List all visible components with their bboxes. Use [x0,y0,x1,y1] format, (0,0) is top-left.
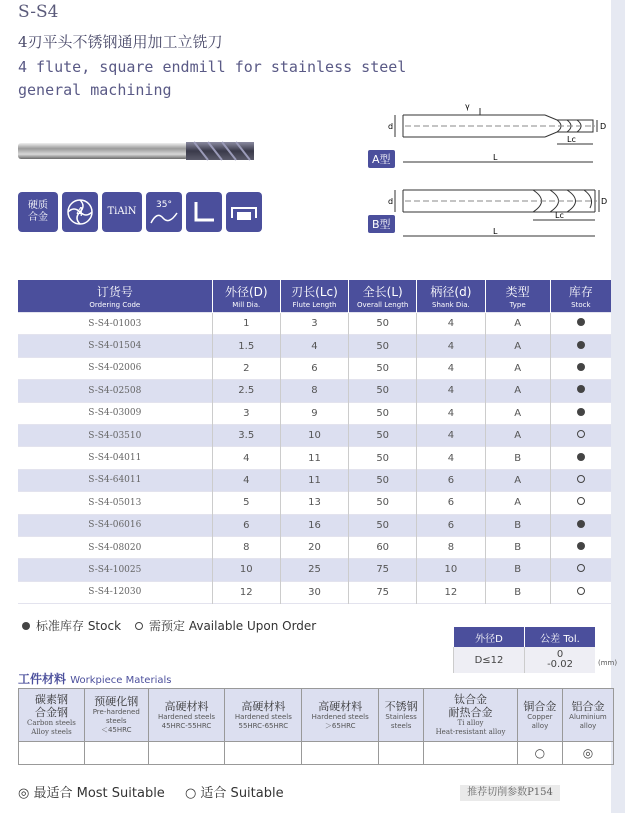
endmill-photo [18,137,258,167]
cell-l: 50 [349,424,417,446]
workpiece-col-en: Hardened steels 55HRC-65HRC [234,712,292,730]
cell-d: 3 [212,402,280,424]
cell-d: 4 [417,357,485,379]
stock-empty-icon [577,497,585,505]
workpiece-col-en: Carbon steels Alloy steels [27,719,76,736]
tol-upper: 0 [556,649,564,660]
cell-type: A [485,357,550,379]
workpiece-col-en: Hardened steels 45HRC-55HRC [157,712,216,730]
table-row [18,514,611,536]
workpiece-mark [84,742,148,765]
table-row [18,335,611,357]
table-header-row [18,280,611,313]
filled-dot-icon [22,622,30,630]
cell-lc: 10 [280,424,348,446]
dim-d-a: d [388,122,394,131]
cell-d: 4 [417,313,485,335]
type-b-drawing [385,178,611,240]
workpiece-col-cn: 钛合金 耐热合金 [448,693,493,719]
cell-l: 50 [349,380,417,402]
cell-l: 75 [349,581,417,603]
cell-l: 50 [349,492,417,514]
cell-d: 2 [212,357,280,379]
cell-stock [550,402,611,424]
dim-gamma-a: γ [465,102,470,111]
cell-l: 50 [349,335,417,357]
coating-label: TiAlN [107,206,137,217]
carbide-icon [18,192,58,232]
table-row [18,447,611,469]
cell-d: 8 [212,536,280,558]
col-flute-length: 刃长(Lc) Flute Length [280,280,348,313]
workpiece-col-cn: 铝合金 [571,699,605,713]
workpiece-col-cn: 碳素钢 合金钢 [34,693,68,719]
table-row [18,313,611,335]
workpiece-col-en: Ti alloy Heat-resistant alloy [435,719,506,736]
cell-d: 6 [212,514,280,536]
product-title-cn: 4刃平头不锈钢通用加工立铣刀 [18,33,223,51]
product-table [18,280,611,604]
cell-d: 4 [212,447,280,469]
cell-lc: 4 [280,335,348,357]
cell-lc: 11 [280,447,348,469]
cell-code: S-S4-64011 [18,469,212,491]
helix-angle-icon [146,192,182,232]
workpiece-col-cn: 高硬材料 [318,699,363,713]
dim-D-b: D [601,197,608,206]
cell-type: A [485,335,550,357]
stock-filled-icon [577,341,585,349]
workpiece-col-cn: 高硬材料 [241,699,286,713]
cell-type: A [485,492,550,514]
cell-lc: 9 [280,402,348,424]
workpiece-mark [302,742,379,765]
cutting-params-reference: 推荐切削参数P154 [460,785,560,801]
table-row [18,402,611,424]
cell-l: 50 [349,402,417,424]
dim-L-b: L [493,227,498,236]
cell-stock [550,559,611,581]
cell-l: 75 [349,559,417,581]
cell-type: A [485,402,550,424]
dim-D-a: D [600,122,607,131]
workpiece-col-cn: 高硬材料 [164,699,209,713]
cell-code: S-S4-06016 [18,514,212,536]
cell-code: S-S4-10025 [18,559,212,581]
workpiece-col-en: Pre-hardened steels ＜45HRC [92,708,140,734]
cell-d: 3.5 [212,424,280,446]
workpiece-col [562,689,613,742]
tol-lower: -0.02 [547,659,573,670]
tol-header-dia: 外径D [454,627,525,647]
workpiece-mark [424,742,518,765]
cell-lc: 6 [280,357,348,379]
stock-filled-icon [577,385,585,393]
legend-order: 需预定 Available Upon Order [149,619,317,633]
cell-code: S-S4-05013 [88,497,142,508]
cell-code: S-S4-02006 [88,363,142,374]
cell-type: A [485,380,550,402]
model-code: S-S4 [18,2,59,22]
workpiece-table [18,688,614,765]
stock-empty-icon [577,430,585,438]
cell-lc: 16 [280,514,348,536]
dim-L-a: L [493,153,498,162]
workpiece-mark [148,742,225,765]
feature-icons [18,192,262,232]
cell-d: 4 [417,447,485,469]
unit-label: (mm) [598,659,618,667]
cell-code: S-S4-03510 [18,424,212,446]
cell-lc: 11 [280,469,348,491]
dim-lc-a: Lc [567,135,576,144]
cell-lc: 20 [280,536,348,558]
cell-stock [550,357,611,379]
stock-empty-icon [577,475,585,483]
col-overall-length: 全长(L) Overall Length [349,280,417,313]
col-shank-dia: 柄径(d) Shank Dia. [417,280,485,313]
cell-d: 10 [212,559,280,581]
workpiece-col [424,689,518,742]
type-a-tag: A型 [368,150,395,168]
type-a-drawing [385,100,611,170]
stock-filled-icon [577,363,585,371]
table-row [18,492,611,514]
product-title-en: 4 flute, square endmill for stainless steel general machining [18,58,407,99]
cell-type: A [485,313,550,335]
cell-code: S-S4-12030 [88,587,142,598]
slot-icon [226,192,262,232]
stock-filled-icon [577,453,585,461]
cell-code: S-S4-01003 [88,318,142,329]
workpiece-col-en: Copper alloy [527,712,553,730]
workpiece-mark [225,742,302,765]
stock-filled-icon [577,408,585,416]
workpiece-title [18,670,171,687]
material-label: 硬质 合金 [28,200,48,223]
suitability-legend [18,782,284,801]
stock-filled-icon [577,542,585,550]
cell-stock [550,581,611,603]
table-row [18,424,611,446]
tolerance-table [453,627,595,673]
flute-count: 4 [76,205,84,219]
helix-label: 35° [156,200,172,210]
cell-stock [550,380,611,402]
cell-type: A [485,424,550,446]
most-suitable: ◎ 最适合 Most Suitable [18,786,165,801]
workpiece-col-en: Stainless steels [385,712,417,730]
stock-empty-icon [577,564,585,572]
square-end-icon [186,192,222,232]
workpiece-col-cn: 预硬化钢 [94,695,139,708]
cell-type: A [485,469,550,491]
stock-filled-icon [577,318,585,326]
table-row [18,536,611,558]
cell-d: 4 [212,469,280,491]
four-flute-icon [62,192,98,232]
workpiece-title-en: Workpiece Materials [70,675,172,686]
workpiece-col [517,689,562,742]
col-code: 订货号 Ordering Code [18,280,212,313]
dim-lc-b: Lc [555,211,564,220]
cell-d: 4 [417,380,485,402]
table-row [18,357,611,379]
cell-lc: 25 [280,559,348,581]
type-b-tag: B型 [368,215,395,233]
cell-l: 50 [349,357,417,379]
cell-l: 50 [349,514,417,536]
cell-type: B [485,447,550,469]
table-row [18,559,611,581]
workpiece-mark [19,742,85,765]
stock-filled-icon [577,520,585,528]
cell-d: 12 [417,581,485,603]
workpiece-col [84,689,148,742]
col-stock: 库存 Stock [550,280,611,313]
cell-stock [550,424,611,446]
workpiece-col [148,689,225,742]
cell-l: 50 [349,469,417,491]
coating-icon [102,192,142,232]
cell-d: 6 [417,514,485,536]
tol-header-tol: 公差 Tol. [525,627,596,647]
cell-stock [550,514,611,536]
stock-legend [22,617,316,634]
tol-values [525,647,596,673]
cell-type: B [485,536,550,558]
cell-d: 12 [212,581,280,603]
cell-lc: 3 [280,313,348,335]
col-mill-dia: 外径(D) Mill Dia. [212,280,280,313]
cell-d: 6 [417,469,485,491]
cell-d: 1.5 [212,335,280,357]
cell-lc: 13 [280,492,348,514]
legend-stock: 标准库存 Stock [36,619,122,633]
cell-type: B [485,514,550,536]
cell-d: 8 [417,536,485,558]
cell-lc: 8 [280,380,348,402]
cell-code: S-S4-08020 [88,542,142,553]
cell-type: B [485,581,550,603]
suitable: ○ 适合 Suitable [184,786,284,801]
workpiece-mark [379,742,424,765]
cell-stock [550,492,611,514]
table-row [18,581,611,603]
cell-d: 10 [417,559,485,581]
workpiece-col-en: Hardened steels ＞65HRC [311,712,369,730]
empty-dot-icon [135,622,143,630]
workpiece-col [302,689,379,742]
cell-type: B [485,559,550,581]
cell-stock [550,536,611,558]
table-row [18,380,611,402]
stock-empty-icon [577,587,585,595]
cell-code: S-S4-04011 [88,453,142,464]
workpiece-col-cn: 铜合金 [523,699,557,713]
workpiece-col [379,689,424,742]
cell-l: 50 [349,447,417,469]
workpiece-col-en: Aluminium alloy [569,712,607,730]
cell-d: 4 [417,424,485,446]
cell-d: 2.5 [212,380,280,402]
workpiece-col [225,689,302,742]
workpiece-col-cn: 不锈钢 [384,699,418,713]
col-type: 类型 Type [485,280,550,313]
workpiece-mark: ◎ [562,742,613,765]
tol-range: D≤12 [454,647,525,673]
dim-d-b: d [388,197,394,206]
cell-code: S-S4-03009 [88,408,142,419]
cell-d: 1 [212,313,280,335]
cell-l: 50 [349,313,417,335]
workpiece-col [19,689,85,742]
table-row [18,469,611,491]
workpiece-mark: ○ [517,742,562,765]
cell-l: 60 [349,536,417,558]
cell-d: 6 [417,492,485,514]
cell-stock [550,469,611,491]
cell-code: S-S4-02508 [18,380,212,402]
cell-stock [550,335,611,357]
cell-code: S-S4-01504 [18,335,212,357]
workpiece-title-cn: 工件材料 [18,672,67,686]
cell-d: 4 [417,335,485,357]
cell-stock [550,313,611,335]
cell-d: 4 [417,402,485,424]
cell-lc: 30 [280,581,348,603]
cell-d: 5 [212,492,280,514]
cell-stock [550,447,611,469]
